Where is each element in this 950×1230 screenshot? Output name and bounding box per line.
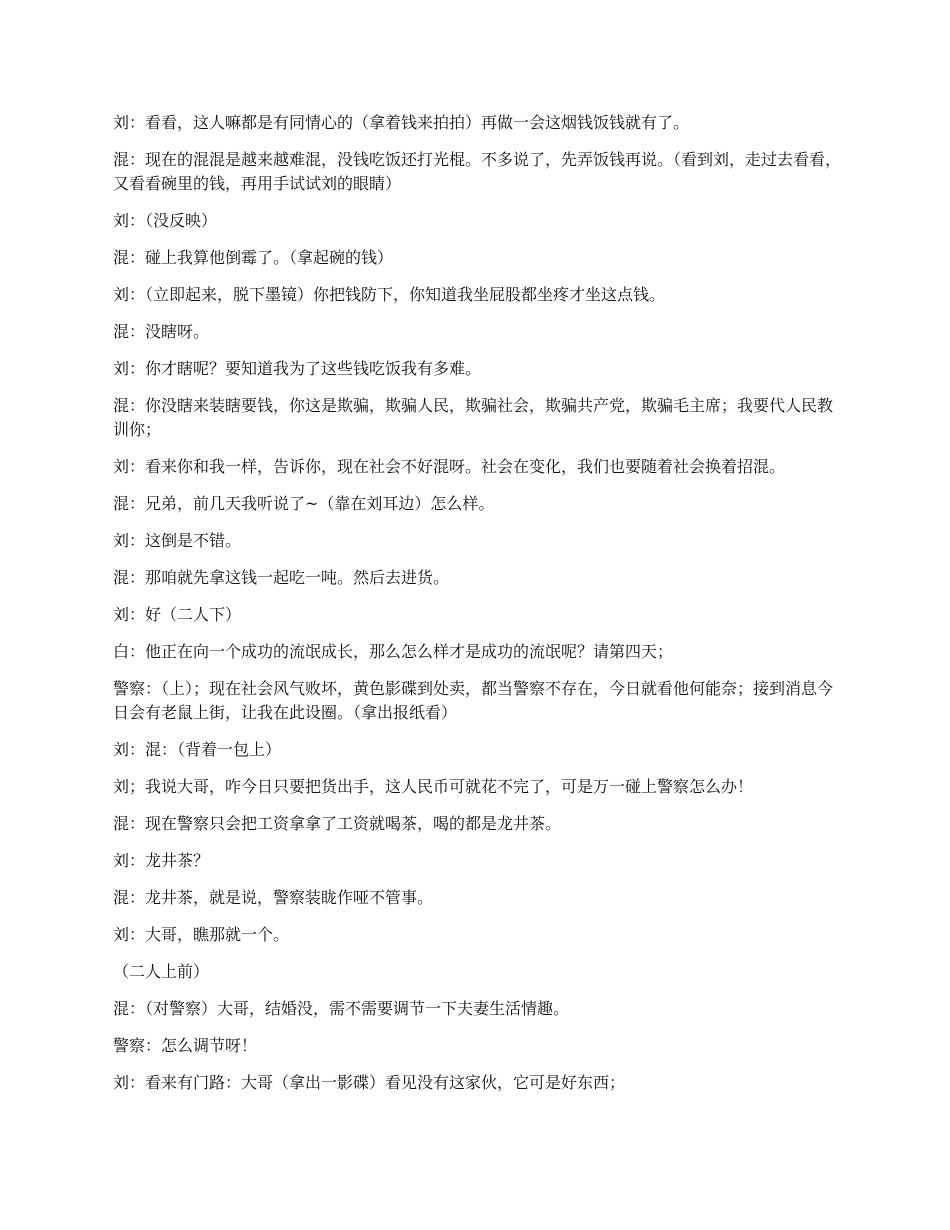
dialogue-line: 刘：好（二人下） xyxy=(113,605,242,624)
dialogue-line: 刘；我说大哥，咋今日只要把货出手，这人民币可就花不完了，可是万一碰上警察怎么办！ xyxy=(113,777,754,796)
dialogue-line: 混：碰上我算他倒霉了。（拿起碗的钱） xyxy=(113,248,394,267)
dialogue-line: 混：没瞎呀。 xyxy=(113,322,210,341)
dialogue-line: 警察：怎么调节呀！ xyxy=(113,1036,258,1055)
dialogue-line: 混：你没瞎来装瞎要钱，你这是欺骗，欺骗人民，欺骗社会，欺骗共产党，欺骗毛主席；我要代人民教训你； xyxy=(113,396,834,439)
dialogue-line: 混：龙井茶，就是说，警察装眬作哑不管事。 xyxy=(113,888,434,907)
dialogue-line: 刘：这倒是不错。 xyxy=(113,531,242,550)
stage-direction-line: （二人上前） xyxy=(113,962,210,981)
dialogue-line: 混：现在警察只会把工资拿拿了工资就喝茶，喝的都是龙井茶。 xyxy=(113,814,562,833)
dialogue-line: 警察：（上）；现在社会风气败坏，黄色影碟到处卖，都当警察不存在，今日就看他何能奈；接到消息今日会有老鼠上街，让我在此设圈。（拿出报纸看） xyxy=(113,679,834,722)
dialogue-line: 混：（对警察）大哥，结婚没，需不需要调节一下夫妻生活情趣。 xyxy=(113,999,570,1018)
dialogue-line: 刘：看来有门路：大哥（拿出一影碟）看见没有这家伙，它可是好东西； xyxy=(113,1073,626,1092)
dialogue-line: 刘：龙井茶？ xyxy=(113,851,210,870)
dialogue-line: 刘：看来你和我一样，告诉你，现在社会不好混呀。社会在变化，我们也要随着社会换着招混。 xyxy=(113,457,786,476)
dialogue-line: 刘：大哥，瞧那就一个。 xyxy=(113,925,290,944)
dialogue-line: 混：那咱就先拿这钱一起吃一吨。然后去进货。 xyxy=(113,568,450,587)
narration-line: 白：他正在向一个成功的流氓成长，那么怎么样才是成功的流氓呢？请第四天； xyxy=(113,642,674,661)
dialogue-line: 刘：你才瞎呢？要知道我为了这些钱吃饭我有多难。 xyxy=(113,359,482,378)
dialogue-line: 混：兄弟，前几天我听说了~（靠在刘耳边）怎么样。 xyxy=(113,494,495,513)
script-body xyxy=(113,111,843,1108)
stage-direction-line: 刘：混：（背着一包上） xyxy=(113,740,282,759)
dialogue-line: 刘：（立即起来，脱下墨镜）你把钱防下，你知道我坐屁股都坐疼才坐这点钱。 xyxy=(113,285,666,304)
dialogue-line: 刘：（没反映） xyxy=(113,211,218,230)
dialogue-line: 混：现在的混混是越来越难混，没钱吃饭还打光棍。不多说了，先弄饭钱再说。（看到刘，走过去看看，又看看碗里的钱，再用手试试刘的眼睛） xyxy=(113,150,842,193)
dialogue-line: 刘：看看，这人嘛都是有同情心的（拿着钱来拍拍）再做一会这烟钱饭钱就有了。 xyxy=(113,113,690,132)
